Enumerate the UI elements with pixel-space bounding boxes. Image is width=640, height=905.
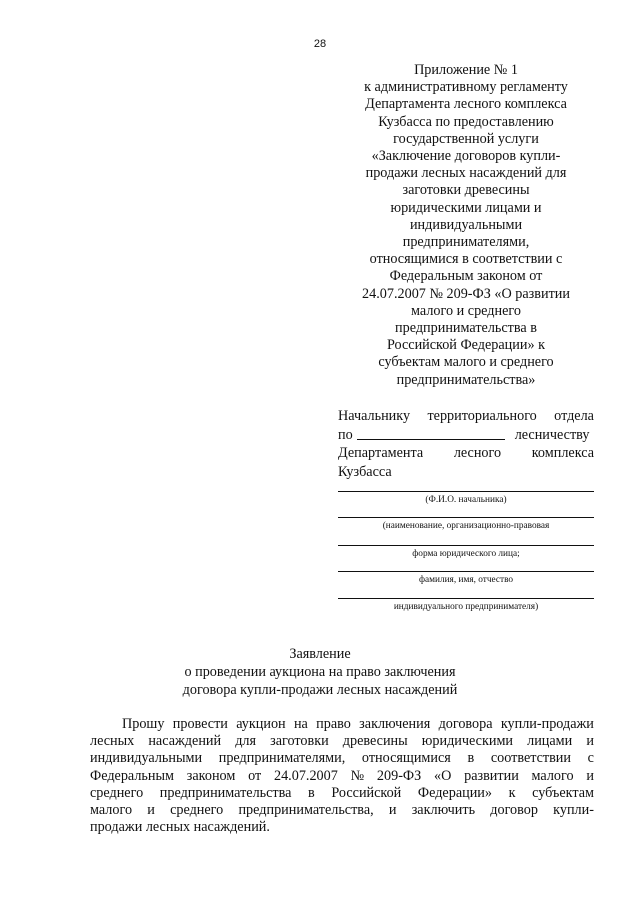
page-number: 28 (313, 38, 327, 50)
body-word: провести (172, 716, 228, 732)
appendix-line: продажи лесных насаждений для (365, 165, 567, 182)
body-word: купли-продажи (500, 716, 594, 732)
document-title (0, 645, 640, 699)
appendix-line: индивидуальными (409, 216, 523, 233)
body-word: купли- (553, 802, 594, 819)
appendix-line: Федеральным законом от (389, 268, 543, 285)
body-word: предпринимательства, (238, 802, 374, 819)
appendix-line: Приложение № 1 (414, 62, 518, 78)
appendix-line: заготовки древесины (402, 182, 530, 199)
entrepreneur-field[interactable]: индивидуального предпринимателя) (338, 598, 594, 613)
title-heading: Заявление (289, 646, 351, 662)
appendix-line: предпринимательства» (396, 371, 536, 388)
appendix-line: субъектам малого и среднего (378, 354, 554, 371)
appendix-line: малого и среднего (411, 302, 521, 319)
addressee-suffix: лесничеству (514, 426, 590, 443)
body-word: юридическими (421, 733, 514, 750)
body-word: продажи лесных насаждений. (90, 819, 270, 836)
body-word: малого (531, 767, 574, 784)
body-word: относящимися (361, 750, 451, 767)
body-word: соответствии (490, 750, 571, 767)
appendix-heading (336, 62, 596, 389)
addressee-line-4: Кузбасса (338, 463, 392, 480)
appendix-line: относящимися в соответствии с (369, 251, 563, 268)
addressee-block (338, 407, 594, 481)
body-word: с (587, 750, 594, 767)
appendix-line: юридическими лицами и (390, 199, 542, 216)
body-line (90, 750, 594, 767)
appendix-line: Российской Федерации» к (386, 337, 545, 354)
body-word: древесины (342, 733, 408, 750)
body-word: договор (490, 802, 538, 819)
body-word: Российской (331, 784, 402, 801)
body-word: от (248, 767, 262, 784)
appendix-line: Департамента лесного комплекса (365, 96, 567, 113)
appendix-line: предпринимателями, (402, 234, 530, 251)
title-subline: договора купли-продажи лесных насаждений (182, 682, 458, 698)
appendix-line: к административному регламенту (364, 79, 568, 96)
body-word: субъектам (532, 784, 594, 801)
legal-form-field[interactable]: форма юридического лица; (338, 545, 594, 560)
addressee-line-3 (338, 444, 594, 463)
addressee-word: территориального (427, 408, 537, 424)
body-word: право (316, 716, 351, 732)
body-word: Федерации» (417, 784, 492, 801)
body-word: к (508, 784, 516, 801)
body-line (90, 802, 594, 819)
body-word: и (147, 802, 155, 819)
addressee-line-2 (338, 426, 594, 445)
addressee-line-1 (338, 407, 594, 426)
addressee-prefix: по (338, 426, 353, 443)
body-line (90, 768, 594, 785)
body-word: для (235, 733, 257, 750)
body-word: № (350, 767, 365, 784)
body-word: и (388, 802, 397, 819)
organization-name-field[interactable]: (наименование, организационно-правовая (338, 517, 594, 532)
body-word: 209-ФЗ (376, 767, 422, 784)
body-word: предпринимателями, (218, 750, 346, 767)
body-word: договора (438, 716, 493, 732)
body-word: насаждений (148, 733, 222, 750)
body-word: малого (90, 802, 133, 819)
addressee-word: Департамента (338, 445, 424, 461)
body-word: индивидуальными (90, 750, 203, 767)
body-word: «О (434, 767, 452, 784)
body-word: среднего (170, 802, 224, 819)
body-word: среднего (90, 784, 144, 801)
body-word: лицами (527, 733, 573, 750)
appendix-line: Кузбасса по предоставлению (378, 113, 554, 130)
forestry-blank-field[interactable] (357, 426, 505, 440)
body-word: предпринимательства (159, 784, 292, 801)
body-word: в (308, 784, 315, 801)
body-word: Федеральным (90, 767, 175, 784)
body-word: аукцион (236, 716, 286, 732)
body-word: в (467, 750, 475, 767)
addressee-word: лесного (453, 445, 502, 461)
appendix-line: «Заключение договоров купли- (371, 148, 561, 165)
body-word: заготовки (270, 733, 329, 750)
body-word: 24.07.2007 (273, 767, 338, 784)
body-word: заключения (359, 716, 431, 732)
full-name-field[interactable]: фамилия, имя, отчество (338, 571, 594, 586)
body-word: лесных (90, 733, 135, 750)
body-line (90, 733, 594, 750)
body-line (90, 716, 594, 733)
appendix-line: государственной услуги (393, 130, 539, 147)
body-word: развитии (464, 767, 519, 784)
body-word: Прошу (122, 716, 165, 732)
head-name-field[interactable]: (Ф.И.О. начальника) (338, 491, 594, 506)
addressee-word: комплекса (531, 445, 594, 461)
body-word: и (586, 733, 594, 750)
body-word: законом (186, 767, 236, 784)
appendix-line: 24.07.2007 № 209-ФЗ «О развитии (362, 285, 570, 302)
appendix-line: предпринимательства в (395, 320, 537, 337)
body-line (90, 819, 594, 836)
body-word: и (586, 767, 594, 784)
addressee-word: отдела (554, 408, 594, 424)
body-word: заключить (411, 802, 476, 819)
body-word: на (293, 716, 308, 732)
title-subline: о проведении аукциона на право заключения (184, 664, 456, 680)
body-line (90, 785, 594, 802)
addressee-word: Начальнику (338, 408, 411, 424)
application-text (90, 716, 594, 836)
